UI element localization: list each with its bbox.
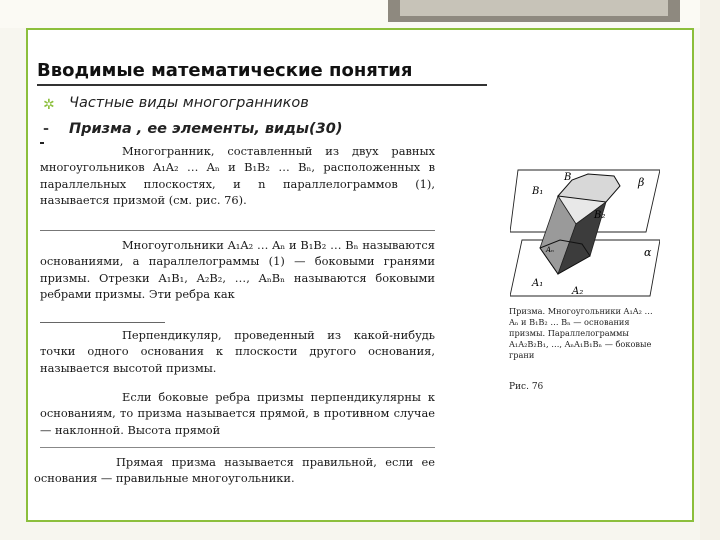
right-decor-strip: [700, 0, 720, 540]
textbook-paragraph: Перпендикуляр, проведенный из какой-нибудь точки одного основания к плоскости другого основания, называется высотой призмы.: [40, 328, 435, 375]
textbook-paragraph: Многогранник, составленный из двух равных многоугольников A₁A₂ … Aₙ и B₁B₂ … Bₙ, расположенных в параллельных плоскостях, и n параллелограммов (1), называется призмой (см. рис. 76).: [40, 144, 435, 208]
top-decor-band: [0, 0, 720, 28]
prism-figure: [510, 162, 660, 302]
textbook-paragraph: Многоугольники A₁A₂ … Aₙ и B₁B₂ … Bₙ называются основаниями, а параллелограммы (1) — боковыми гранями призмы. Отрезки A₁B₁, A₂B₂, …, AₙBₙ называются боковыми ребрами призмы. Эти ребра как: [40, 238, 435, 302]
label-b2: B₂: [594, 210, 606, 221]
label-beta: β: [638, 176, 645, 189]
decor-bar-inner: [400, 0, 668, 16]
title-underline: [37, 84, 487, 86]
label-b1: B₁: [532, 186, 544, 197]
figure-number: Рис. 76: [509, 382, 544, 392]
slide-title: Вводимые математические понятия: [37, 60, 413, 81]
textbook-paragraph: Прямая призма называется правильной, если ее основания — правильные многоугольники.: [34, 455, 435, 486]
scan-edge-line: [40, 322, 165, 323]
label-alpha: α: [644, 246, 652, 259]
label-a1: A₁: [532, 278, 544, 289]
label-a2: A₂: [572, 286, 584, 297]
bullet-marker-icon: -: [43, 121, 50, 137]
label-b: B: [564, 172, 572, 183]
figure-caption: Призма. Многоугольники A₁A₂ … Aₙ и B₁B₂ … Bₙ — основания призмы. Параллелограммы A₁A₂B₂B₁, …, AₙA₁B₁Bₙ — боковые грани: [509, 306, 653, 360]
scan-edge-line: [40, 447, 435, 448]
bullet-text: Частные виды многогранников: [69, 95, 309, 111]
textbook-paragraph: Если боковые ребра призмы перпендикулярны к основаниям, то призма называется прямой, в противном случае — наклонной. Высота прямой: [40, 390, 435, 437]
label-an: Aₙ: [546, 246, 554, 254]
scan-edge-line: [40, 230, 435, 231]
bullet-marker-icon: ✲: [43, 97, 55, 113]
bullet-text: Призма , ее элементы, виды(30): [69, 121, 343, 137]
